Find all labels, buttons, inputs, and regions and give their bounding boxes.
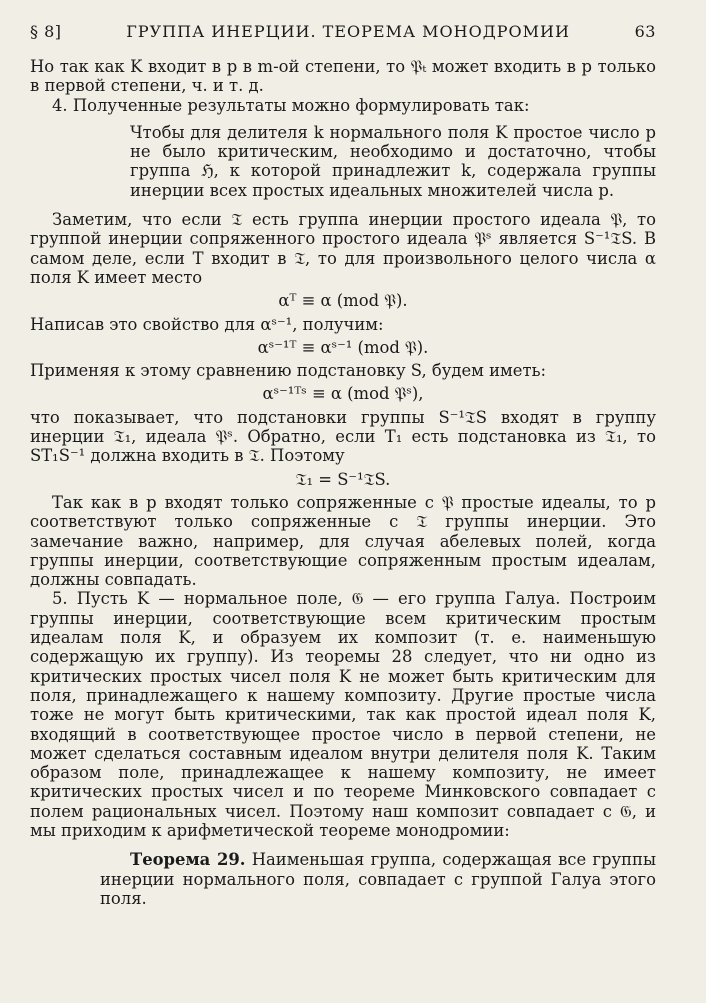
statement-quote: Чтобы для делителя k нормального поля K простое число p не было критическим, необходимо и достаточно, чтобы группа ℌ, к которой принадлежит k, содержала группы инерции всех простых идеальных множителей числа p. (130, 122, 656, 200)
running-title: ГРУППА ИНЕРЦИИ. ТЕОРЕМА МОНОДРОМИИ (126, 22, 570, 41)
paragraph-4: Написав это свойство для αˢ⁻¹, получим: (30, 314, 384, 334)
equation-1: αᵀ ≡ α (mod 𝔓). (278, 291, 408, 311)
theorem-29 (30, 850, 656, 908)
theorem-label: Теорема 29. (130, 850, 246, 870)
equation-2: αˢ⁻¹ᵀ ≡ αˢ⁻¹ (mod 𝔓). (257, 337, 429, 357)
equation-3: αˢ⁻¹ᵀˢ ≡ α (mod 𝔓ˢ), (262, 384, 424, 404)
theorem-text: Наименьшая группа, содержащая все группы инерции нормального поля, совпадает с группой Галуа этого поля. (100, 850, 656, 908)
paragraph-7: Так как в p входят только сопряженные с 𝔓 простые идеалы, то p соответствуют только сопряженные с 𝔗 группы инерции. Это замечание важно, например, для случая абелевых полей, когда группы инерции, соответствующие сопряженным простым идеалам, должны совпадать. (30, 492, 656, 590)
paragraph-8: 5. Пусть K — нормальное поле, 𝔊 — его группа Галуа. Построим группы инерции, соответствующие всем критическим простым идеалам поля K, и образуем их композит (т. е. наименьшую содержащую их группу). Из теоремы 28 следует, что ни одно из критических простых чисел поля K не может быть критическим для поля, принадлежащего к нашему композиту. Другие простые числа тоже не могут быть критическими, так как простой идеал поля K, входящий в соответствующее простое число в первой степени, не может сделаться составным идеалом внутри делителя поля K. Таким образом поле, принадлежащее к нашему композиту, не имеет критических простых чисел и по теореме Минковского совпадает с полем рациональных чисел. Поэтому наш композит совпадает с 𝔊, и мы приходим к арифметической теореме монодромии: (30, 589, 656, 840)
page-number: 63 (634, 22, 656, 41)
paragraph-6: что показывает, что подстановки группы S⁻¹𝔗S входят в группу инерции 𝔗₁, идеала 𝔓ˢ. Обратно, если T₁ есть подстановка из 𝔗₁, то ST₁S⁻¹ должна входить в 𝔗. Поэтому (30, 407, 656, 466)
paragraph-5: Применяя к этому сравнению подстановку S, будем иметь: (30, 361, 547, 381)
running-header (30, 22, 656, 41)
equation-4: 𝔗₁ = S⁻¹𝔗S. (295, 469, 391, 489)
page-body (30, 57, 656, 908)
section-number: § 8] (30, 22, 62, 41)
paragraph-2: 4. Полученные результаты можно формулировать так: (52, 95, 530, 115)
paragraph-3: Заметим, что если 𝔗 есть группа инерции простого идеала 𝔓, то группой инерции сопряженного простого идеала 𝔓ˢ является S⁻¹𝔗S. В самом деле, если T входит в 𝔗, то для произвольного целого числа α поля K имеет место (30, 210, 656, 287)
paragraph-1: Но так как K входит в p в m-ой степени, то 𝔓ₜ может входить в p только в первой степени, ч. и т. д. (30, 57, 656, 96)
